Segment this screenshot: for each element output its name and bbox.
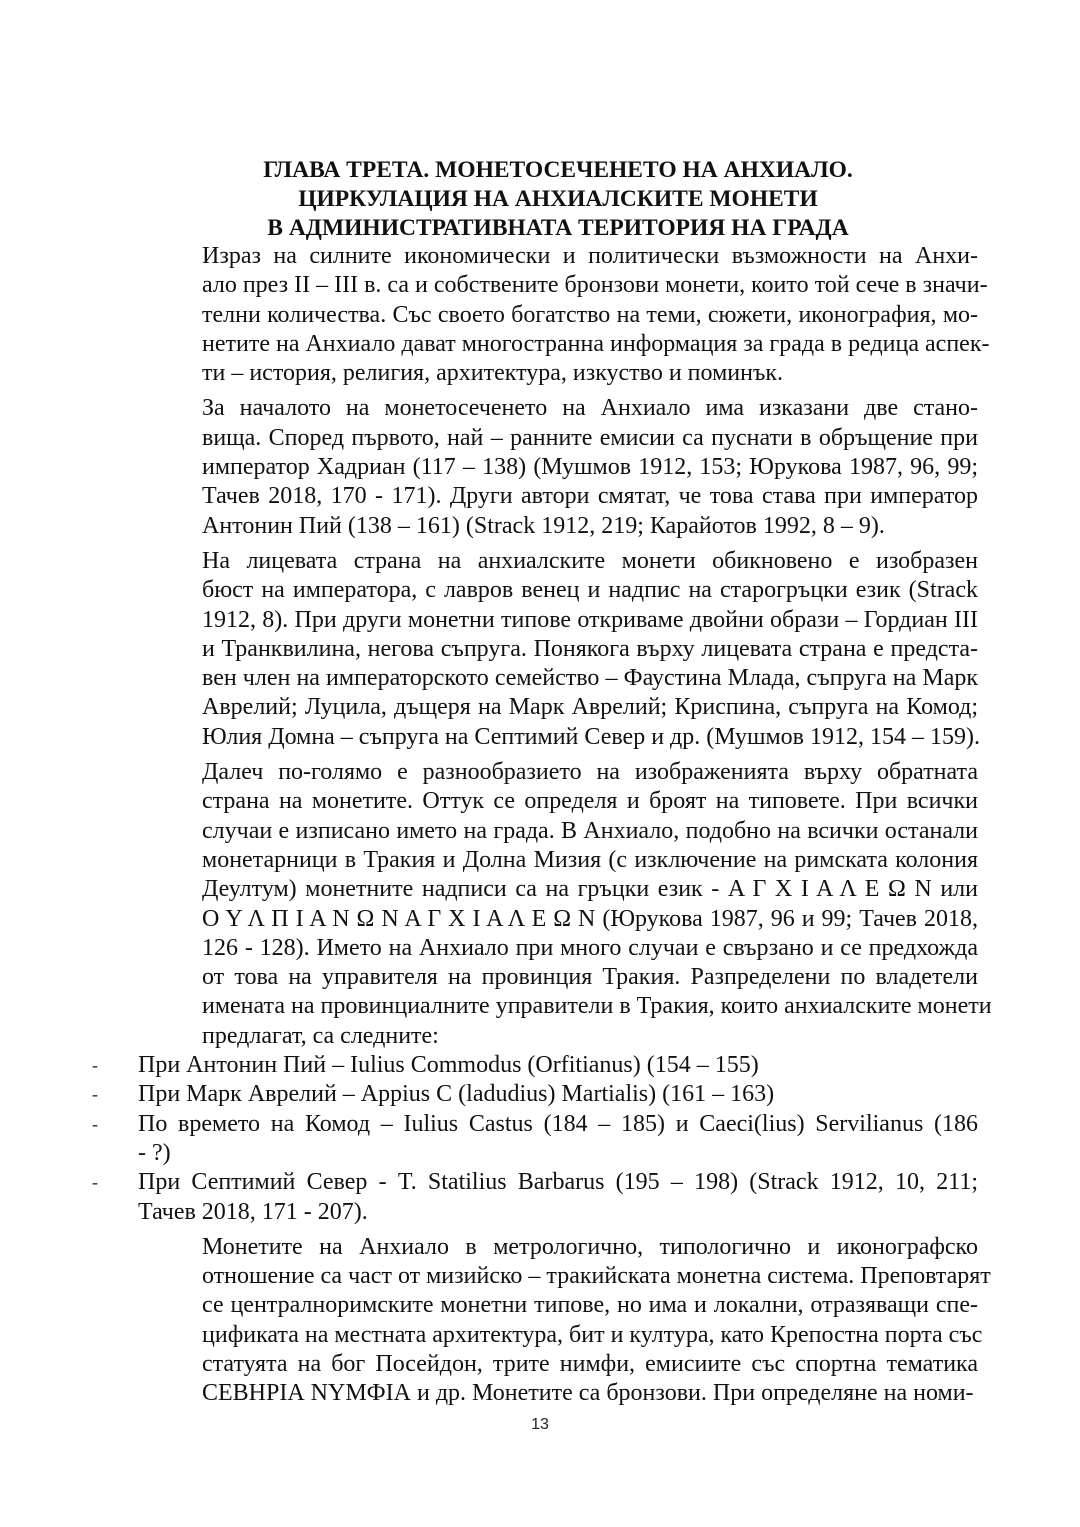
paragraph-4 [138, 758, 992, 1051]
text-line: имената на провинциалните управители в Тракия, които анхиалските монети [202, 993, 992, 1020]
text-line: При Марк Аврелий – Appius C (ladudius) Martialis) (161 – 163) [138, 1081, 775, 1108]
text-line: Аврелий; Луцила, дъщеря на Марк Аврелий; Криспина, съпруга на Комод; [202, 694, 978, 721]
text-line: император Хадриан (117 – 138) (Мушмов 1912, 153; Юрукова 1987, 96, 99; [202, 454, 978, 481]
list-item-text [138, 1168, 978, 1227]
text-line: случаи е изписано името на града. В Анхиало, подобно на всички останали [202, 817, 978, 844]
chapter-heading-line-2: ЦИРКУЛАЦИЯ НА АНХИАЛСКИТЕ МОНЕТИ [298, 186, 818, 212]
text-line: Тачев 2018, 171 - 207). [138, 1198, 368, 1225]
text-line: При Антонин Пий – Iulius Commodus (Orfitianus) (154 – 155) [138, 1052, 759, 1079]
text-line: - ?) [138, 1139, 171, 1166]
text-line: По времето на Комод – Iulius Castus (184 – 185) и Caeci(lius) Servilianus (186 [138, 1110, 978, 1137]
paragraph-2 [138, 394, 978, 540]
text-line: страна на монетите. Оттук се определя и броят на типовете. При всички [202, 788, 978, 815]
text-line: Юлия Домна – съпруга на Септимий Север и др. (Мушмов 1912, 154 – 159). [202, 723, 980, 750]
text-line: Антонин Пий (138 – 161) (Strack 1912, 219; Карайотов 1992, 8 – 9). [202, 512, 885, 539]
text-line: вен член на императорското семейство – Фаустина Млада, съпруга на Марк [202, 665, 978, 692]
list-item-text [138, 1080, 978, 1109]
text-line: телни количества. Със своето богатство на теми, сюжети, иконография, мо- [202, 301, 978, 328]
chapter-heading-line-1: ГЛАВА ТРЕТА. МОНЕТОСЕЧЕНЕТО НА АНХИАЛО. [263, 157, 853, 183]
chapter-heading-line-3: В АДМИНИСТРАТИВНАТА ТЕРИТОРИЯ НА ГРАДА [267, 215, 849, 241]
list-dash: - [92, 1172, 98, 1193]
text-line: Деултум) монетните надписи са на гръцки език - Α Γ Χ Ι Α Λ Ε Ω Ν или [202, 876, 978, 903]
list-item [92, 1051, 978, 1080]
paragraph-5 [138, 1233, 991, 1409]
text-line: отношение са част от мизийско – тракийската монетна система. Преповтарят [202, 1263, 991, 1290]
text-line: ти – история, религия, архитектура, изкуство и поминък. [202, 360, 784, 387]
page-number: 13 [531, 1416, 549, 1433]
text-line: вища. Според първото, най – ранните емисии са пуснати в обръщение при [202, 424, 978, 451]
list-item-text [138, 1051, 978, 1080]
text-line: Израз на силните икономически и политически възможности на Анхи- [202, 243, 978, 269]
text-line: се централноримските монетни типове, но има и локални, отразяващи спе- [202, 1292, 978, 1319]
text-line: За началото на монетосеченето на Анхиало има изказани две стано- [202, 395, 978, 422]
text-line: цификата на местната архитектура, бит и култура, като Крепостна порта със [202, 1321, 983, 1348]
text-line: СЕВНРІА NYMФІА и др. Монетите са бронзови. При определяне на номи- [202, 1380, 974, 1407]
text-line: и Транквилина, негова съпруга. Понякога върху лицевата страна е предста- [202, 635, 978, 662]
text-line: статуята на бог Посейдон, трите нимфи, емисиите със спортна тематика [202, 1350, 978, 1377]
text-line: Далеч по-голямо е разнообразието на изображенията върху обратната [202, 759, 978, 786]
body-text [92, 242, 992, 1409]
text-line: нетите на Анхиало дават многостранна информация за града в редица аспек- [202, 330, 990, 357]
text-line: Тачев 2018, 170 - 171). Други автори смятат, че това става при император [202, 483, 978, 510]
paragraph-1 [138, 242, 990, 388]
text-line: При Септимий Север - T. Statilius Barbarus (195 – 198) (Strack 1912, 10, 211; [138, 1169, 978, 1196]
list-item-text [138, 1110, 978, 1169]
list-item [92, 1080, 978, 1109]
governors-list [92, 1051, 978, 1227]
list-dash: - [92, 1084, 98, 1105]
text-line: 126 - 128). Името на Анхиало при много случаи е свързано и се предхожда [202, 934, 978, 961]
text-line: от това на управителя на провинция Тракия. Разпределени по владетели [202, 964, 978, 991]
text-line: монетарници в Тракия и Долна Мизия (с изключение на римската колония [202, 846, 978, 873]
text-line: бюст на императора, с лавров венец и надпис на старогръцки език (Strack [202, 577, 978, 604]
chapter-heading [138, 156, 978, 243]
paragraph-3 [138, 547, 978, 752]
list-item [92, 1168, 978, 1227]
text-line: ало през II – III в. са и собствените бронзови монети, които той сече в значи- [202, 272, 988, 299]
text-line: Ο Υ Λ Π Ι Α Ν Ω Ν Α Γ Χ Ι Α Λ Ε Ω Ν (Юрукова 1987, 96 и 99; Тачев 2018, [202, 905, 978, 932]
list-dash: - [92, 1113, 98, 1134]
text-line: предлагат, са следните: [202, 1022, 439, 1049]
text-line: Монетите на Анхиало в метрологично, типологично и иконографско [202, 1233, 978, 1260]
text-line: 1912, 8). При други монетни типове откриваме двойни образи – Гордиан III [202, 606, 978, 633]
list-item [92, 1110, 978, 1169]
list-dash: - [92, 1055, 98, 1076]
text-line: На лицевата страна на анхиалските монети обикновено е изобразен [202, 547, 978, 574]
